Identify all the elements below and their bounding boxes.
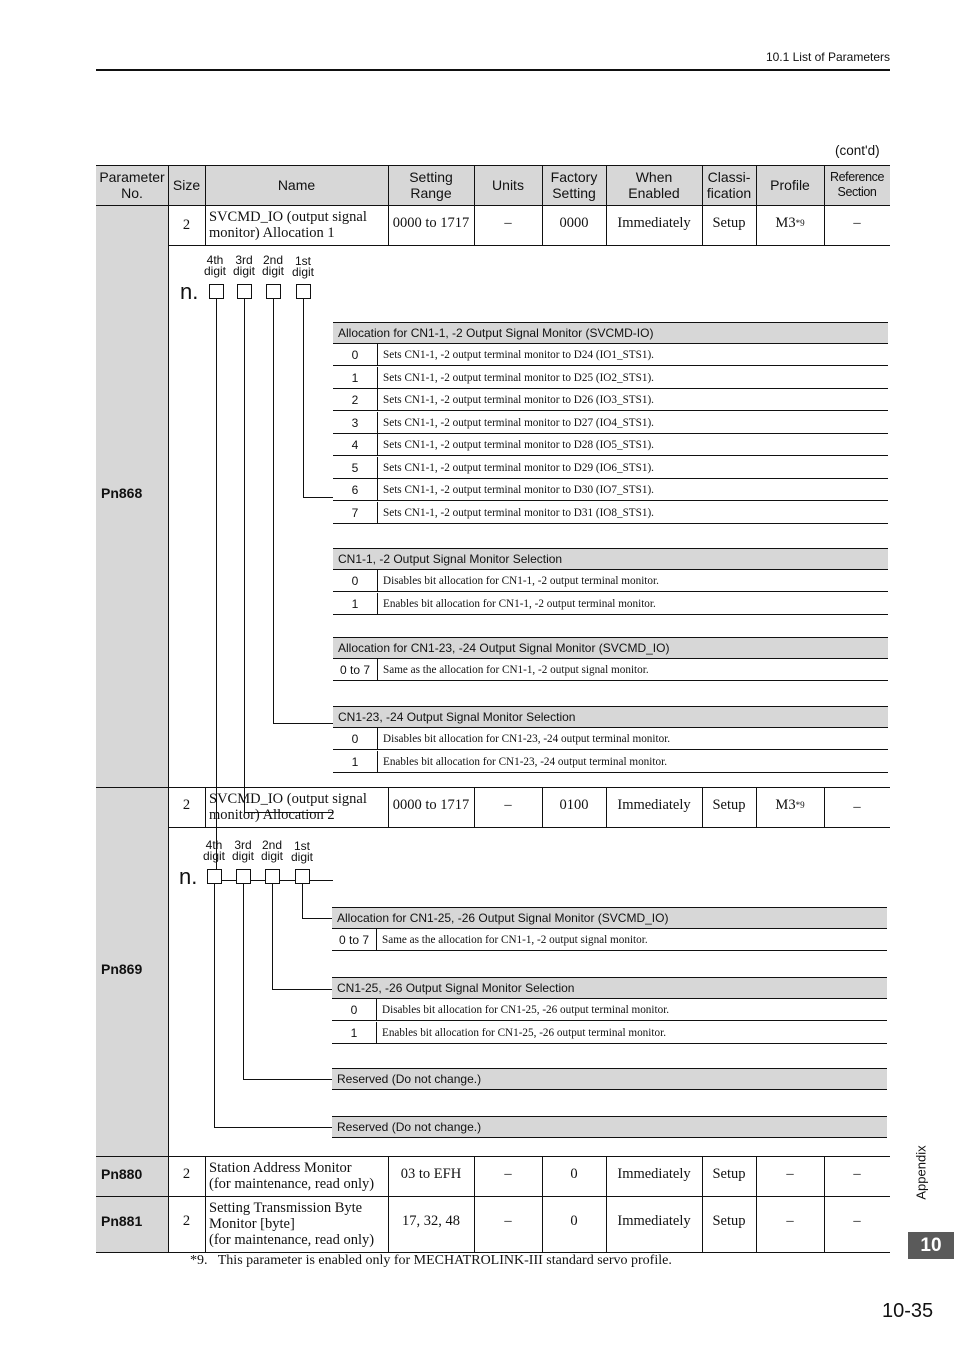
option-row: 0 to 7 Same as the allocation for CN1-1, -2 output signal monitor. [332, 929, 887, 951]
connector-3rd [243, 884, 244, 1080]
digit-4th-label: 4th digit [203, 253, 226, 278]
pn880-size: 2 [182, 1166, 191, 1182]
pn880-name: Station Address Monitor (for maintenance, read only) [209, 1160, 375, 1192]
option-row: 0 to 7 Same as the allocation for CN1-1, -2 output signal monitor. [333, 659, 888, 681]
col-reference: Reference Section [829, 170, 885, 199]
pn869-d3-block [332, 1068, 887, 1090]
digit-1st-box [295, 869, 310, 884]
pn869-d1-block [332, 907, 887, 953]
pn869-units: – [504, 797, 512, 813]
pn880-when: Immediately [617, 1166, 691, 1182]
option-row: 1 Sets CN1-1, -2 output terminal monitor to D25 (IO2_STS1). [333, 367, 888, 389]
digit-1st-label: 1st digit [290, 839, 313, 864]
option-group-title: Reserved (Do not change.) [332, 1116, 887, 1138]
section-header: 10.1 List of Parameters [765, 50, 890, 64]
pn868-d3-block [333, 637, 888, 683]
digit-4th-box [207, 869, 222, 884]
pn880-units: – [504, 1166, 512, 1182]
pn869-reference: – [853, 799, 861, 815]
pn868-reference: – [853, 215, 861, 231]
chapter-number: 10 [920, 1234, 942, 1256]
option-row: 6 Sets CN1-1, -2 output terminal monitor to D30 (IO7_STS1). [333, 479, 888, 501]
pn881-factory: 0 [570, 1213, 578, 1229]
pn881-units: – [504, 1213, 512, 1229]
option-row: 5 Sets CN1-1, -2 output terminal monitor to D29 (IO6_STS1). [333, 457, 888, 479]
option-row: 7 Sets CN1-1, -2 output terminal monitor to D31 (IO8_STS1). [333, 502, 888, 524]
option-row: 2 Sets CN1-1, -2 output terminal monitor to D26 (IO3_STS1). [333, 389, 888, 411]
divider [824, 165, 825, 205]
pn880-reference: – [853, 1166, 861, 1182]
pn880-range: 03 to EFH [400, 1166, 462, 1182]
digit-3rd-box [237, 284, 252, 299]
pn881-reference: – [853, 1213, 861, 1229]
pn869-range: 0000 to 1717 [392, 797, 470, 813]
option-row: 3 Sets CN1-1, -2 output terminal monitor to D27 (IO4_STS1). [333, 412, 888, 434]
option-row: 1 Enables bit allocation for CN1-1, -2 output terminal monitor. [333, 593, 888, 615]
option-row: 0 Disables bit allocation for CN1-23, -24 output terminal monitor. [333, 728, 888, 750]
pn880-classification: Setup [712, 1166, 746, 1182]
option-row: 1 Enables bit allocation for CN1-23, -24 output terminal monitor. [333, 751, 888, 773]
pn868-d2-block [333, 548, 888, 616]
pn880-profile: – [786, 1166, 794, 1182]
divider [606, 165, 607, 205]
digit-2nd-label: 2nd digit [260, 838, 283, 863]
pn868-units: – [504, 215, 512, 231]
digit-2nd-box [265, 869, 280, 884]
connector-4th [214, 884, 215, 1128]
appendix-side-label: Appendix [913, 1145, 929, 1200]
digit-4th-label: 4th digit [202, 838, 225, 863]
col-units: Units [492, 177, 524, 193]
option-group-title: Allocation for CN1-1, -2 Output Signal Monitor (SVCMD-IO) [333, 322, 888, 344]
pn869-factory: 0100 [559, 797, 589, 813]
pn868-classification: Setup [712, 215, 746, 231]
col-size: Size [172, 177, 201, 193]
col-profile: Profile [770, 177, 810, 193]
page-number: 10-35 [882, 1300, 934, 1322]
pn869-number: Pn869 [101, 961, 143, 977]
option-group-title: CN1-25, -26 Output Signal Monitor Selection [332, 977, 887, 999]
col-param-no: Parameter No. [99, 169, 165, 201]
pn868-d4-block [333, 706, 888, 774]
pn869-d4-block [332, 1116, 887, 1138]
pn869-profile: M3 *9 [775, 797, 805, 813]
digit-4th-box [209, 284, 224, 299]
divider [474, 165, 475, 205]
pn868-d1-block [333, 322, 888, 524]
digit-3rd-label: 3rd digit [232, 253, 255, 278]
pn869-when: Immediately [617, 797, 691, 813]
option-row: 0 Disables bit allocation for CN1-25, -26 output terminal monitor. [332, 999, 887, 1021]
digit-1st-box [296, 284, 311, 299]
pn869-name: SVCMD_IO (output signal monitor) Allocation 2 [209, 791, 367, 823]
pn869-classification: Setup [712, 797, 746, 813]
digit-3rd-box [236, 869, 251, 884]
pn881-name: Setting Transmission Byte Monitor [byte] (for maintenance, read only) [209, 1200, 375, 1248]
connector-2nd [272, 884, 273, 990]
option-group-title: CN1-23, -24 Output Signal Monitor Selection [333, 706, 888, 728]
n-prefix: n. [180, 279, 199, 304]
divider [205, 787, 206, 827]
connector-3rd [243, 1079, 333, 1080]
option-group-title: Reserved (Do not change.) [332, 1068, 887, 1090]
pn869-d2-block [332, 977, 887, 1045]
col-classification: Classi- fication [706, 169, 752, 201]
pn881-size: 2 [182, 1213, 191, 1229]
option-row: 4 Sets CN1-1, -2 output terminal monitor to D28 (IO5_STS1). [333, 434, 888, 456]
option-group-title: Allocation for CN1-25, -26 Output Signal Monitor (SVCMD_IO) [332, 907, 887, 929]
connector-2nd [272, 989, 333, 990]
option-row: 1 Enables bit allocation for CN1-25, -26 output terminal monitor. [332, 1022, 887, 1044]
parameter-table [96, 165, 890, 1253]
pn881-profile: – [786, 1213, 794, 1229]
divider [388, 165, 389, 205]
pn881-classification: Setup [712, 1213, 746, 1229]
col-name: Name [277, 177, 316, 193]
connector-3rd [244, 299, 245, 813]
pn868-number: Pn868 [101, 485, 143, 501]
divider [542, 165, 543, 205]
pn868-range: 0000 to 1717 [392, 215, 470, 231]
col-when-enabled: When Enabled [628, 169, 680, 201]
pn881-number: Pn881 [101, 1213, 143, 1229]
pn869-size: 2 [182, 797, 191, 813]
pn868-name: SVCMD_IO (output signal monitor) Allocation 1 [209, 209, 367, 241]
divider [702, 165, 703, 205]
connector-4th [214, 1127, 333, 1128]
connector-1st [303, 299, 304, 498]
connector-1st [302, 884, 303, 919]
option-row: 0 Sets CN1-1, -2 output terminal monitor to D24 (IO1_STS1). [333, 344, 888, 366]
pn881-range: 17, 32, 48 [402, 1213, 460, 1229]
pn868-factory: 0000 [559, 215, 589, 231]
option-group-title: Allocation for CN1-23, -24 Output Signal Monitor (SVCMD_IO) [333, 637, 888, 659]
digit-1st-label: 1st digit [291, 254, 314, 279]
pn880-number: Pn880 [101, 1166, 143, 1182]
connector-1st [302, 918, 333, 919]
n-prefix: n. [179, 864, 198, 889]
option-row: 0 Disables bit allocation for CN1-1, -2 output terminal monitor. [333, 570, 888, 592]
digit-3rd-label: 3rd digit [231, 838, 254, 863]
col-setting-range: Setting Range [409, 169, 453, 201]
contd-label: (cont'd) [835, 143, 880, 158]
col-factory-setting: Factory Setting [550, 169, 598, 201]
pn880-factory: 0 [570, 1166, 578, 1182]
pn868-profile: M3 *9 [775, 215, 805, 231]
connector-2nd [273, 299, 274, 724]
pn868-when: Immediately [617, 215, 691, 231]
digit-2nd-box [266, 284, 281, 299]
option-group-title: CN1-1, -2 Output Signal Monitor Selection [333, 548, 888, 570]
pn868-size: 2 [182, 217, 191, 233]
divider [205, 1156, 206, 1253]
divider [205, 205, 206, 245]
digit-2nd-label: 2nd digit [261, 253, 284, 278]
divider [205, 165, 206, 205]
divider [756, 165, 757, 205]
footnote: *9. This parameter is enabled only for MECHATROLINK-III standard servo profile. [190, 1253, 672, 1268]
pn881-when: Immediately [617, 1213, 691, 1229]
header-rule [96, 69, 890, 71]
table-top-rule [96, 165, 890, 166]
connector-1st [303, 497, 333, 498]
chapter-tab [908, 1232, 954, 1259]
connector-2nd [273, 723, 333, 724]
